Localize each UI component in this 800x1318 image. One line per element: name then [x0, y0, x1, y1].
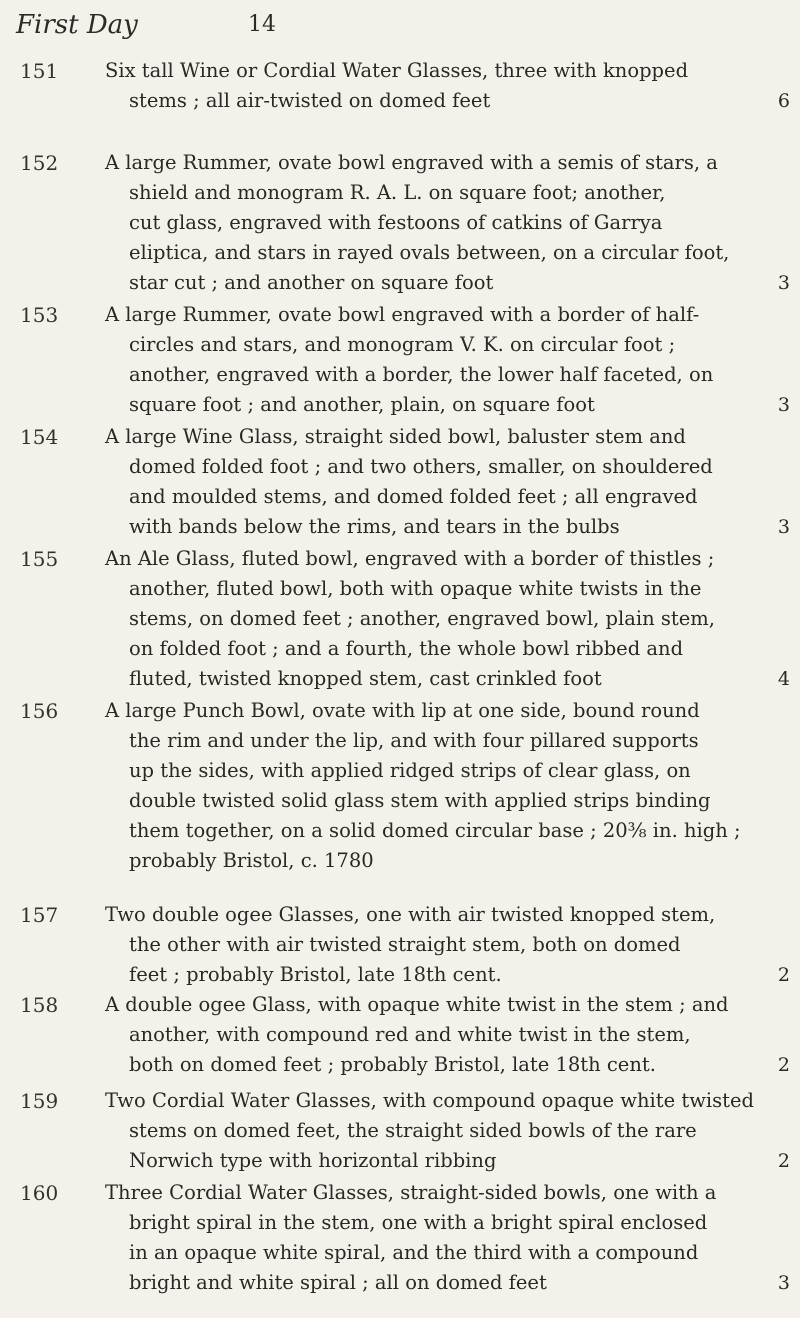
description-line: Six tall Wine or Cordial Water Glasses, three with knopped	[105, 59, 689, 82]
description-line: with bands below the rims, and tears in the bulbs	[129, 515, 620, 538]
description-line: Two double ogee Glasses, one with air twisted knopped stem,	[105, 903, 716, 926]
lot-description	[105, 300, 714, 420]
description-line: A large Punch Bowl, ovate with lip at one side, bound round	[105, 699, 700, 722]
description-line: probably Bristol, c. 1780	[129, 849, 374, 872]
description-line: circles and stars, and monogram V. K. on circular foot ;	[129, 333, 676, 356]
description-line: and moulded stems, and domed folded feet ; all engraved	[129, 485, 698, 508]
description-line: another, fluted bowl, both with opaque white twists in the	[129, 577, 702, 600]
lot-description	[105, 422, 713, 542]
description-line: square foot ; and another, plain, on square foot	[129, 393, 595, 416]
lot-number: 159	[20, 1089, 59, 1113]
description-line: shield and monogram R. A. L. on square foot; another,	[129, 181, 666, 204]
lot-number: 160	[20, 1181, 59, 1205]
lot-quantity: 6	[777, 90, 790, 112]
lot-description	[105, 56, 705, 116]
lot-description	[105, 148, 730, 298]
lot-description	[105, 1178, 717, 1298]
lot-number: 155	[20, 547, 59, 571]
lot-description	[105, 990, 729, 1080]
lot-quantity: 3	[777, 516, 790, 538]
description-line: eliptica, and stars in rayed ovals between, on a circular foot,	[129, 241, 730, 264]
description-line: A large Rummer, ovate bowl engraved with a border of half-	[105, 303, 700, 326]
description-line: star cut ; and another on square foot	[129, 271, 494, 294]
description-line: another, with compound red and white twist in the stem,	[129, 1023, 691, 1046]
description-line: both on domed feet ; probably Bristol, late 18th cent.	[129, 1053, 656, 1076]
description-line: A large Rummer, ovate bowl engraved with a semis of stars, a	[105, 151, 718, 174]
lot-number: 153	[20, 303, 59, 327]
description-line: in an opaque white spiral, and the third with a compound	[129, 1241, 699, 1264]
description-line: Two Cordial Water Glasses, with compound opaque white twisted	[105, 1089, 754, 1112]
lot-description	[105, 544, 715, 694]
lot-quantity: 2	[777, 964, 790, 986]
description-line: stems, on domed feet ; another, engraved bowl, plain stem,	[129, 607, 715, 630]
description-line: another, engraved with a border, the lower half faceted, on	[129, 363, 714, 386]
description-line: up the sides, with applied ridged strips of clear glass, on	[129, 759, 691, 782]
lot-quantity: 2	[777, 1150, 790, 1172]
description-line: bright and white spiral ; all on domed feet	[129, 1271, 547, 1294]
page-header	[16, 10, 716, 40]
lot-number: 151	[20, 59, 59, 83]
lot-quantity: 4	[777, 668, 790, 690]
description-line: feet ; probably Bristol, late 18th cent.	[129, 963, 502, 986]
description-line: domed folded foot ; and two others, smaller, on shouldered	[129, 455, 713, 478]
lot-quantity: 3	[777, 394, 790, 416]
description-line: Three Cordial Water Glasses, straight-sided bowls, one with a	[105, 1181, 717, 1204]
description-line: A double ogee Glass, with opaque white twist in the stem ; and	[105, 993, 729, 1016]
description-line: An Ale Glass, fluted bowl, engraved with a border of thistles ;	[105, 547, 715, 570]
description-line: them together, on a solid domed circular base ; 20⅜ in. high ;	[129, 819, 741, 842]
lot-number: 157	[20, 903, 59, 927]
description-line: fluted, twisted knopped stem, cast crinkled foot	[129, 667, 602, 690]
lot-quantity: 3	[777, 1272, 790, 1294]
description-line: Norwich type with horizontal ribbing	[129, 1149, 497, 1172]
description-line: on folded foot ; and a fourth, the whole bowl ribbed and	[129, 637, 684, 660]
description-line: bright spiral in the stem, one with a bright spiral enclosed	[129, 1211, 708, 1234]
description-line: the rim and under the lip, and with four pillared supports	[129, 729, 699, 752]
lot-number: 156	[20, 699, 59, 723]
lot-number: 152	[20, 151, 59, 175]
description-line: cut glass, engraved with festoons of catkins of Garrya	[129, 211, 663, 234]
lot-number: 154	[20, 425, 59, 449]
page-number: 14	[248, 12, 276, 37]
lot-description	[105, 696, 741, 876]
description-line: A large Wine Glass, straight sided bowl, baluster stem and	[105, 425, 686, 448]
description-line: the other with air twisted straight stem, both on domed	[129, 933, 681, 956]
description-line: stems on domed feet, the straight sided bowls of the rare	[129, 1119, 697, 1142]
day-title: First Day	[16, 10, 138, 40]
lot-quantity: 2	[777, 1054, 790, 1076]
lot-description	[105, 900, 716, 990]
description-line: stems ; all air-twisted on domed feet	[129, 89, 491, 112]
description-line: double twisted solid glass stem with applied strips binding	[129, 789, 711, 812]
lot-quantity: 3	[777, 272, 790, 294]
lot-description	[105, 1086, 754, 1176]
lot-number: 158	[20, 993, 59, 1017]
